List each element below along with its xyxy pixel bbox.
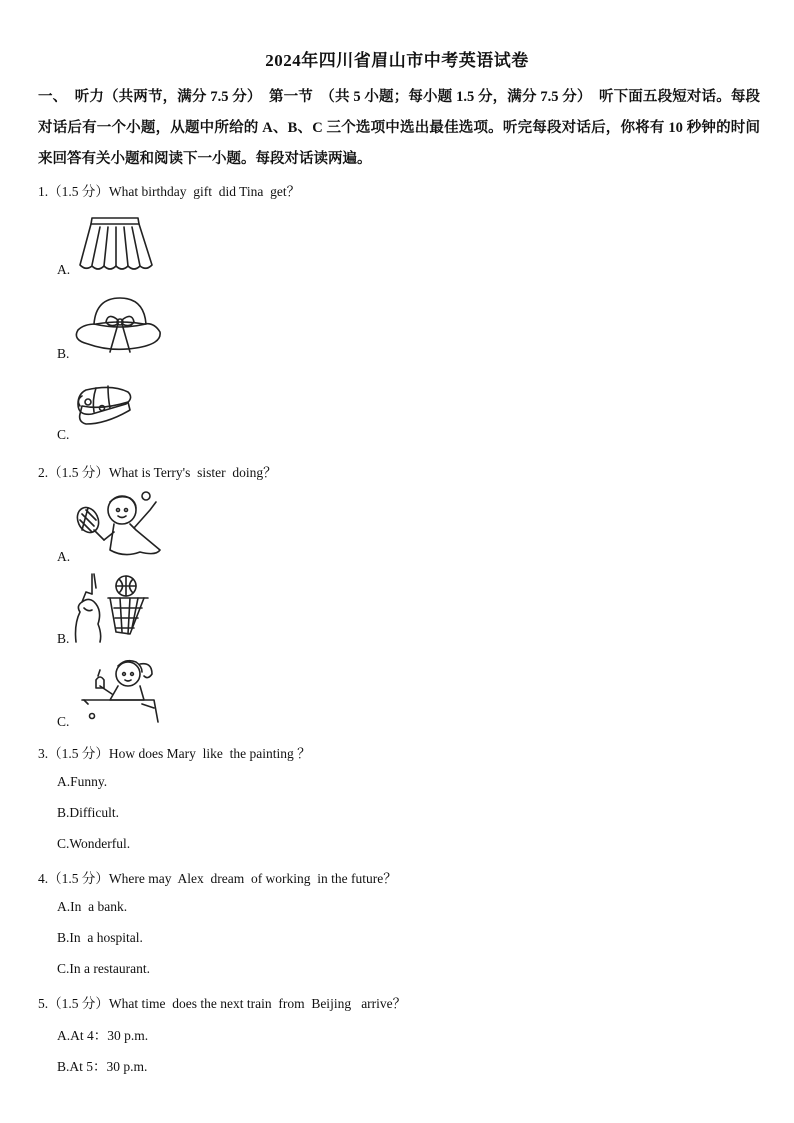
- q4-option-b: B.In a hospital.: [57, 930, 143, 945]
- q2-option-a-label: A.: [57, 549, 71, 564]
- basketball-hoop-icon: [72, 572, 150, 642]
- q3-option-a: A.Funny.: [57, 774, 108, 789]
- q5-option-b: B.At 5：30 p.m.: [57, 1059, 148, 1074]
- q1-option-a-label: A.: [57, 262, 71, 277]
- question-3-stem: 3.（1.5 分）How does Mary like the painting ？: [38, 746, 311, 761]
- q2-option-c-label: C.: [57, 714, 70, 729]
- q1-option-c-label: C.: [57, 427, 70, 442]
- q4-option-c: C.In a restaurant.: [57, 961, 150, 976]
- hat-icon: [70, 294, 166, 356]
- question-1-stem: 1.（1.5 分）What birthday gift did Tina get？: [38, 184, 301, 199]
- sandals-icon: [72, 380, 136, 432]
- q3-option-c: C.Wonderful.: [57, 836, 131, 851]
- section-instructions: 一、 听力（共两节，满分 7.5 分） 第一节 （共 5 小题；每小题 1.5 分，满分 7.5 分） 听下面五段短对话。每段对话后有一个小题，从题中所给的 A、B、C 三个选项中选出最佳选项。听完每段对话后，你将有 10 秒钟的时间来回答有关小题和阅读下一小题。每段对话读两遍。: [38, 89, 760, 167]
- q3-option-b: B.Difficult.: [57, 805, 119, 820]
- girl-at-table-icon: [82, 654, 158, 724]
- girl-playing-tennis-icon: [74, 488, 164, 560]
- q1-option-b-label: B.: [57, 346, 70, 361]
- q2-option-b-label: B.: [57, 631, 70, 646]
- question-5-stem: 5.（1.5 分）What time does the next train from Beijing arrive？: [38, 996, 407, 1011]
- question-4-stem: 4.（1.5 分）Where may Alex dream of working in the future？: [38, 871, 397, 886]
- question-2-stem: 2.（1.5 分）What is Terry's sister doing？: [38, 465, 277, 480]
- exam-title: 2024年四川省眉山市中考英语试卷: [265, 51, 529, 70]
- skirt-icon: [76, 215, 156, 273]
- q4-option-a: A.In a bank.: [57, 899, 128, 914]
- q5-option-a: A.At 4：30 p.m.: [57, 1028, 149, 1043]
